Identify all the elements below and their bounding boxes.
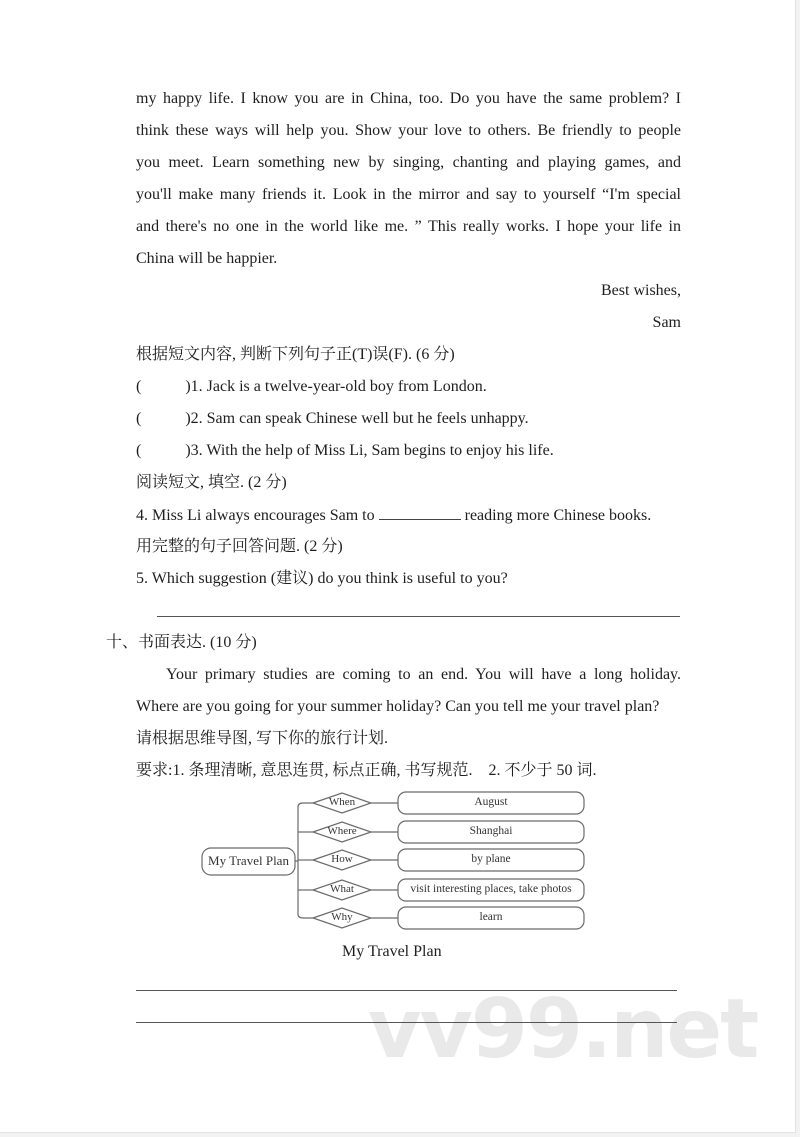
writing-requirements: 要求:1. 条理清晰, 意思连贯, 标点正确, 书写规范. 2. 不少于 50 词.: [136, 762, 597, 779]
branch-question-what: What: [330, 883, 354, 895]
branch-question-where: Where: [327, 825, 357, 837]
branch-question-why: Why: [331, 911, 353, 923]
tf-question-1: [136, 377, 487, 397]
q4-answer-blank[interactable]: [379, 505, 461, 520]
watermark: vv99.net: [368, 982, 758, 1077]
q5-answer-line[interactable]: [157, 616, 680, 617]
writing-prompt: 请根据思维导图, 写下你的旅行计划.: [136, 730, 389, 747]
passage-line-1: my happy life. I know you are in China, too. Do you have the same problem? I: [136, 90, 681, 107]
writing-intro-line-1: Your primary studies are coming to an end. You will have a long holiday.: [166, 666, 681, 683]
passage-line-4: you'll make many friends it. Look in the mirror and say to yourself “I'm special: [136, 186, 681, 203]
branch-question-when: When: [328, 796, 356, 808]
branch-answer-why: learn: [479, 911, 503, 923]
tf-question-3: [136, 441, 554, 461]
answer-instruction: 用完整的句子回答问题. (2 分): [136, 538, 343, 555]
answer-paren-open: (: [136, 410, 142, 427]
tf-question-text: )2. Sam can speak Chinese well but he feels unhappy.: [185, 410, 529, 427]
mind-map-root: My Travel Plan: [208, 853, 289, 868]
branch-answer-where: Shanghai: [469, 825, 513, 837]
question-4: [136, 505, 651, 526]
writing-section-heading: 十、书面表达. (10 分): [106, 634, 257, 651]
fill-blank-instruction: 阅读短文, 填空. (2 分): [136, 474, 287, 491]
tf-question-2: [136, 409, 529, 429]
tf-question-text: )3. With the help of Miss Li, Sam begins to enjoy his life.: [185, 442, 554, 459]
passage-line-2: think these ways will help you. Show your love to others. Be friendly to people: [136, 122, 681, 139]
q4-text-after: reading more Chinese books.: [464, 507, 652, 524]
branch-answer-what: visit interesting places, take photos: [410, 883, 572, 895]
tf-question-text: )1. Jack is a twelve-year-old boy from London.: [185, 378, 487, 395]
answer-paren-open: (: [136, 378, 142, 395]
travel-plan-mind-map: [195, 785, 595, 935]
q4-text-before: 4. Miss Li always encourages Sam to: [136, 507, 375, 524]
answer-paren-open: (: [136, 442, 142, 459]
branch-answer-when: August: [474, 796, 508, 808]
writing-intro-line-2: Where are you going for your summer holiday? Can you tell me your travel plan?: [136, 698, 660, 715]
passage-line-5: and there's no one in the world like me. ” This really works. I hope your life in: [136, 218, 681, 235]
writing-answer-line-2[interactable]: [136, 1022, 677, 1023]
letter-signature: Sam: [652, 314, 681, 331]
passage-line-3: you meet. Learn something new by singing, chanting and playing games, and: [136, 154, 681, 171]
letter-closing: Best wishes,: [601, 282, 681, 299]
branch-question-how: How: [331, 853, 353, 865]
true-false-instruction: 根据短文内容, 判断下列句子正(T)误(F). (6 分): [136, 346, 455, 363]
mind-map-caption: My Travel Plan: [342, 943, 442, 960]
branch-answer-how: by plane: [471, 853, 511, 865]
question-5: 5. Which suggestion (建议) do you think is useful to you?: [136, 570, 508, 587]
passage-line-6: China will be happier.: [136, 250, 278, 267]
writing-answer-line-1[interactable]: [136, 990, 677, 991]
